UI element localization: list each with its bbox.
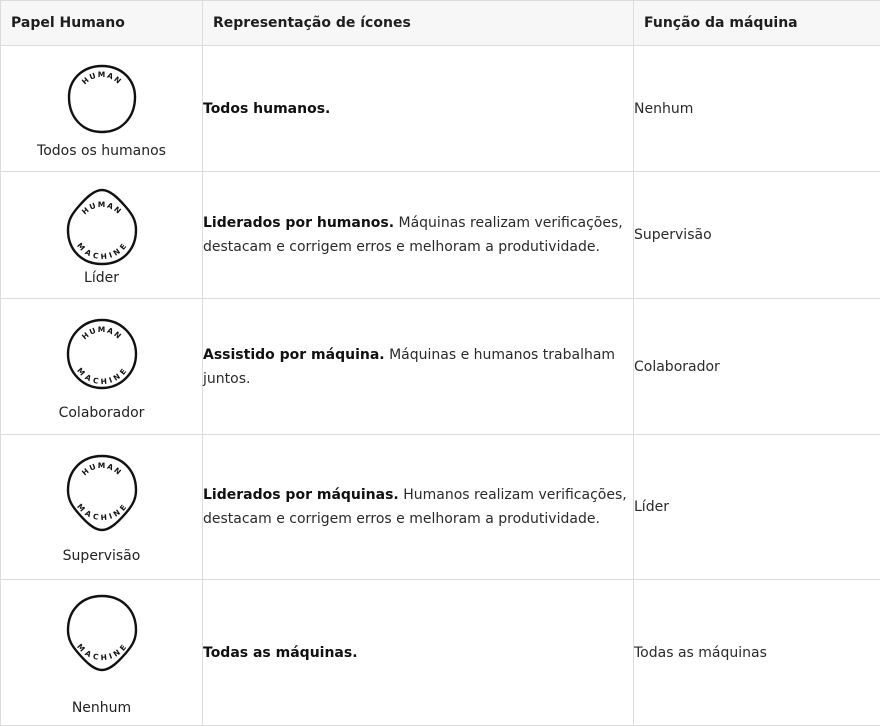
description-cell [203,435,634,580]
icon-top-text: HUMAN [80,69,124,85]
description-cell [203,299,634,435]
icon-bottom-text: MACHINE [75,241,129,261]
table-row [1,435,880,580]
table-header-row [1,1,880,46]
description-cell [203,46,634,172]
description-text: Máquinas realizam verificações, destacam e corrigem erros e melhoram a produtividade. [203,215,623,255]
description-bold: Todas as máquinas. [203,645,358,661]
description-bold: Liderados por humanos. [203,215,394,231]
svg-text:HUMAN [80,324,124,340]
svg-text:HUMAN [80,69,124,85]
all-machine-icon [62,590,142,676]
table-row [1,172,880,299]
table-row [1,580,880,726]
description-text: Máquinas e humanos trabalham juntos. [203,347,615,387]
table-row [1,299,880,435]
description-bold: Todos humanos. [203,101,330,117]
collaborator-icon [62,313,142,395]
machine-function-cell: Nenhum [634,46,880,172]
human-role-caption: Todos os humanos [37,143,166,159]
icon-bottom-text: MACHINE [75,641,129,661]
description-text: Humanos realizam verificações, destacam e corrigem erros e melhoram a produtividade. [203,487,627,527]
header-icon-representation: Representação de ícones [203,1,634,46]
machine-led-icon [62,450,142,536]
description-cell [203,172,634,299]
machine-function-cell: Supervisão [634,172,880,299]
header-human-role: Papel Humano [1,1,203,46]
description-cell [203,580,634,726]
human-role-cell [1,580,203,726]
icon-bottom-text: MACHINE [75,502,129,522]
icon-top-text: HUMAN [80,324,124,340]
table-row [1,46,880,172]
human-role-cell [1,46,203,172]
icon-bottom-text: MACHINE [75,365,129,385]
human-role-cell [1,435,203,580]
human-role-cell [1,299,203,435]
machine-function-cell: Colaborador [634,299,880,435]
all-human-icon [62,59,142,139]
header-machine-function: Função da máquina [634,1,880,46]
description-bold: Assistido por máquina. [203,347,385,363]
description-bold: Liderados por máquinas. [203,487,399,503]
human-role-caption: Supervisão [63,548,141,564]
human-role-cell [1,172,203,299]
svg-text:HUMAN [80,200,124,216]
human-led-icon [62,184,142,270]
svg-text:HUMAN [80,461,124,477]
icon-top-text: HUMAN [80,200,124,216]
icon-top-text: HUMAN [80,461,124,477]
human-role-caption: Colaborador [59,405,145,421]
machine-function-cell: Todas as máquinas [634,580,880,726]
machine-function-cell: Líder [634,435,880,580]
human-role-caption: Nenhum [72,700,131,716]
human-role-caption: Líder [84,270,119,286]
